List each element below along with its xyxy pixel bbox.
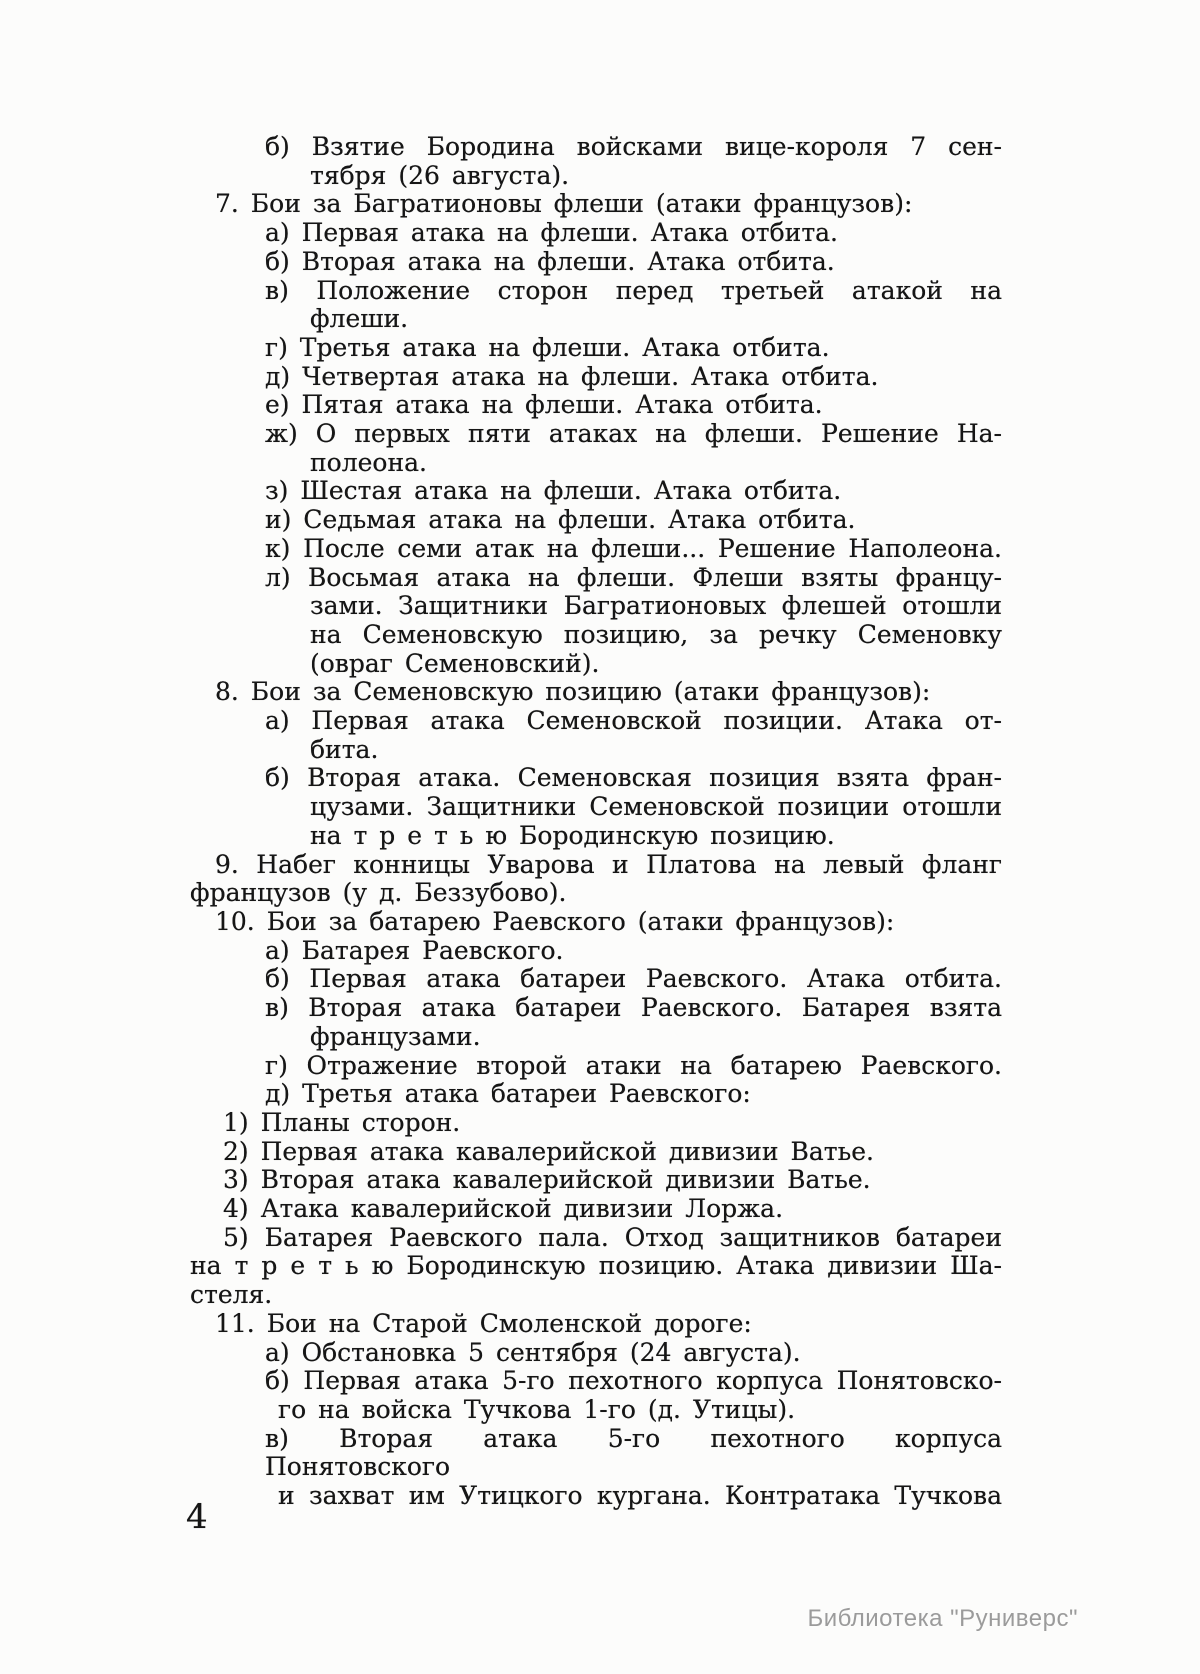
toc-line: 9. Набег конницы Уварова и Платова на левый фланг — [215, 849, 1002, 879]
toc-line: 8. Бои за Семеновскую позицию (атаки французов): — [215, 677, 931, 707]
toc-line: е) Пятая атака на флеши. Атака отбита. — [265, 390, 823, 420]
toc-line: 4) Атака кавалерийской дивизии Лоржа. — [223, 1194, 784, 1224]
toc-line: к) После семи атак на флеши... Решение Наполеона. — [265, 533, 1002, 563]
toc-line: б) Вторая атака на флеши. Атака отбита. — [265, 246, 835, 276]
toc-line: флеши. — [310, 304, 409, 334]
toc-line: з) Шестая атака на флеши. Атака отбита. — [265, 476, 842, 506]
toc-line: б) Первая атака батареи Раевского. Атака отбита. — [265, 964, 1002, 994]
toc-line: в) Вторая атака батареи Раевского. Батарея взята — [265, 993, 1002, 1023]
toc-line: бита. — [310, 734, 379, 764]
toc-line: французов (у д. Беззубово). — [190, 878, 567, 908]
toc-line: 5) Батарея Раевского пала. Отход защитников батареи — [223, 1222, 1002, 1252]
toc-line: 2) Первая атака кавалерийской дивизии Ватье. — [223, 1136, 874, 1166]
toc-line: д) Четвертая атака на флеши. Атака отбита. — [265, 361, 879, 391]
toc-line: а) Батарея Раевского. — [265, 935, 564, 965]
toc-line: 11. Бои на Старой Смоленской дороге: — [215, 1308, 752, 1338]
toc-line: на Семеновскую позицию, за речку Семеновку — [310, 619, 1002, 649]
toc-line: 10. Бои за батарею Раевского (атаки французов): — [215, 906, 895, 936]
toc-line: на т р е т ь ю Бородинскую позицию. Атака дивизии Ша- — [190, 1251, 1002, 1281]
toc-line: л) Восьмая атака на флеши. Флеши взяты францу- — [265, 562, 1002, 592]
toc-line: 1) Планы сторон. — [223, 1107, 461, 1137]
toc-line: и захват им Утицкого кургана. Контратака Тучкова — [278, 1481, 1002, 1511]
runivers-watermark: Библиотека "Руниверс" — [807, 1605, 1078, 1632]
toc-line: на т р е т ь ю Бородинскую позицию. — [310, 820, 835, 850]
toc-line: в) Положение сторон перед третьей атакой на — [265, 275, 1002, 305]
toc-line: а) Первая атака на флеши. Атака отбита. — [265, 218, 838, 248]
toc-line: зами. Защитники Багратионовых флешей отошли — [310, 591, 1002, 621]
page-number: 4 — [186, 1497, 208, 1537]
toc-line: 7. Бои за Багратионовы флеши (атаки французов): — [215, 189, 913, 219]
toc-line: цузами. Защитники Семеновской позиции отошли — [310, 792, 1002, 822]
toc-line: а) Первая атака Семеновской позиции. Атака от- — [265, 706, 1002, 736]
toc-line: д) Третья атака батареи Раевского: — [265, 1079, 751, 1109]
toc-line: стеля. — [190, 1280, 273, 1310]
toc-line: го на войска Тучкова 1-го (д. Утицы). — [278, 1394, 796, 1424]
toc-line: французами. — [310, 1021, 481, 1051]
toc-line: полеона. — [310, 447, 427, 477]
toc-line: б) Первая атака 5-го пехотного корпуса Понятовско- — [265, 1366, 1002, 1396]
toc-line: 3) Вторая атака кавалерийской дивизии Ватье. — [223, 1165, 871, 1195]
toc-line: ж) О первых пяти атаках на флеши. Решение На- — [265, 419, 1002, 449]
toc-text-block — [190, 133, 1002, 1511]
toc-line: тября (26 августа). — [310, 160, 570, 190]
toc-line: а) Обстановка 5 сентября (24 августа). — [265, 1337, 801, 1367]
toc-line: в) Вторая атака 5-го пехотного корпуса Понятовского — [265, 1423, 1002, 1482]
toc-line: (овраг Семеновский). — [310, 648, 600, 678]
toc-line: и) Седьмая атака на флеши. Атака отбита. — [265, 505, 856, 535]
toc-line: б) Вторая атака. Семеновская позиция взята фран- — [265, 763, 1002, 793]
toc-line: б) Взятие Бородина войсками вице-короля 7 сен- — [265, 132, 1002, 161]
toc-line: г) Третья атака на флеши. Атака отбита. — [265, 332, 830, 362]
toc-line: г) Отражение второй атаки на батарею Раевского. — [265, 1050, 1002, 1080]
